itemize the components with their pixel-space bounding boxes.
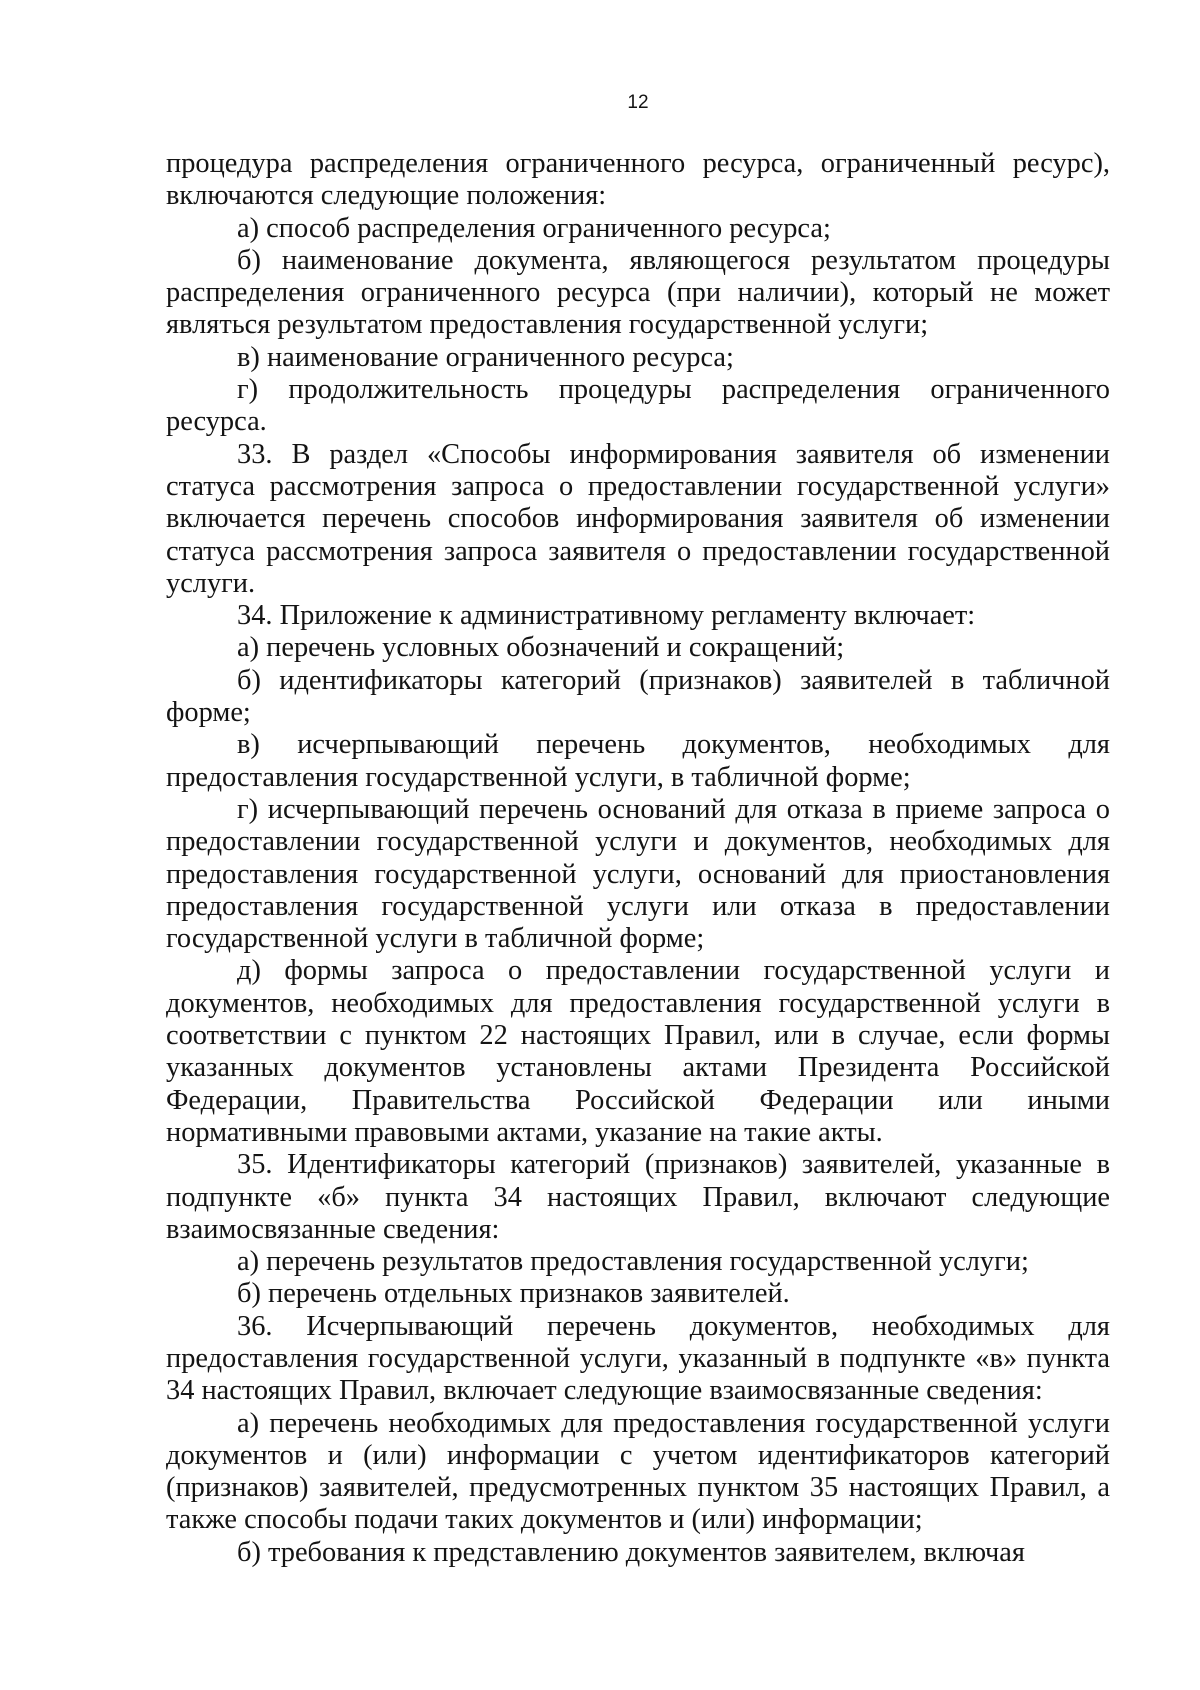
paragraph-item-a: а) способ распределения ограниченного ресурса; — [237, 212, 831, 244]
paragraph-clause-34-g: г) исчерпывающий перечень оснований для отказа в приеме запроса о предоставлении государственной услуги и документов, необходимых для предоставления государственной услуги, оснований для приостановления предоставления государственной услуги или отказа в предоставлении государственной услуги в табличной форме; — [166, 793, 1110, 955]
paragraph-clause-36-a: а) перечень необходимых для предоставления государственной услуги документов и (или) информации с учетом идентификаторов категорий (признаков) заявителей, предусмотренных пунктом 35 настоящих Правил, а также способы подачи таких документов и (или) информации; — [166, 1407, 1110, 1536]
paragraph-clause-33: 33. В раздел «Способы информирования заявителя об изменении статуса рассмотрения запроса о предоставлении государственной услуги» включается перечень способов информирования заявителя об изменении статуса рассмотрения запроса заявителя о предоставлении государственной услуги. — [166, 438, 1110, 599]
paragraph-clause-34-b: б) идентификаторы категорий (признаков) заявителей в табличной форме; — [166, 664, 1110, 729]
paragraph-item-v: в) наименование ограниченного ресурса; — [237, 341, 734, 373]
paragraph-clause-35: 35. Идентификаторы категорий (признаков) заявителей, указанные в подпункте «б» пункта 34 настоящих Правил, включают следующие взаимосвязанные сведения: — [166, 1149, 1110, 1245]
paragraph-continuation: процедура распределения ограниченного ресурса, ограниченный ресурс), включаются следующие положения: — [166, 148, 1110, 212]
paragraph-item-b: б) наименование документа, являющегося результатом процедуры распределения ограниченного ресурса (при наличии), который не может являться результатом предоставления государственной услуги; — [166, 244, 1110, 341]
paragraph-clause-36: 36. Исчерпывающий перечень документов, необходимых для предоставления государственной услуги, указанный в подпункте «в» пункта 34 настоящих Правил, включает следующие взаимосвязанные сведения: — [166, 1310, 1110, 1407]
paragraph-clause-34-d: д) формы запроса о предоставлении государственной услуги и документов, необходимых для предоставления государственной услуги в соответствии с пунктом 22 настоящих Правил, или в случае, если формы указанных документов установлены актами Президента Российской Федерации, Правительства Российской Федерации или иными нормативными правовыми актами, указание на такие акты. — [166, 955, 1110, 1148]
page-number: 12 — [627, 92, 649, 113]
paragraph-clause-35-b: б) перечень отдельных признаков заявителей. — [237, 1278, 790, 1310]
paragraph-clause-36-b: б) требования к представлению документов заявителем, включая — [237, 1536, 1025, 1568]
paragraph-clause-34-a: а) перечень условных обозначений и сокращений; — [237, 632, 845, 664]
paragraph-clause-34-v: в) исчерпывающий перечень документов, необходимых для предоставления государственной услуги, в табличной форме; — [166, 729, 1110, 793]
document-body — [166, 148, 1110, 1569]
paragraph-item-g: г) продолжительность процедуры распределения ограниченного ресурса. — [166, 374, 1110, 438]
paragraph-clause-34: 34. Приложение к административному регламенту включает: — [237, 600, 976, 632]
paragraph-clause-35-a: а) перечень результатов предоставления государственной услуги; — [237, 1246, 1029, 1278]
